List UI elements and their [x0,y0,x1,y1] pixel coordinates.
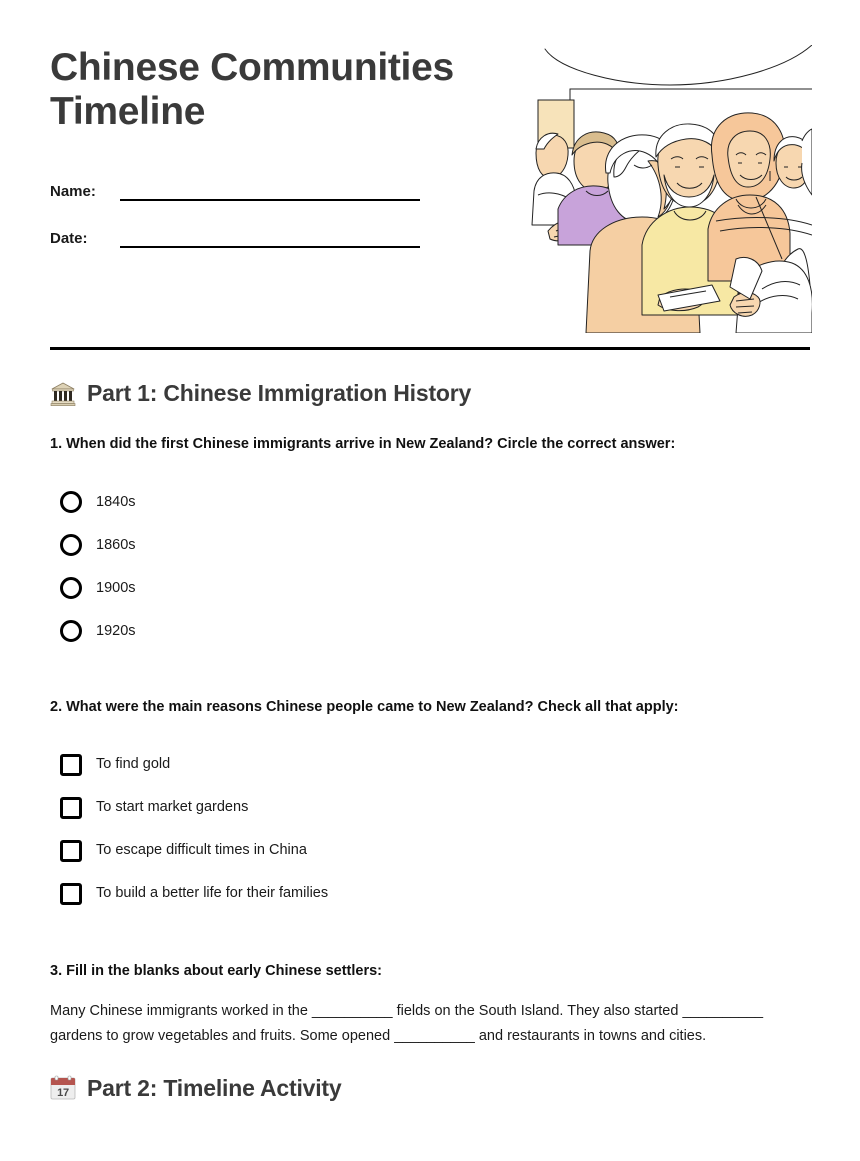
radio-circle-icon[interactable] [60,577,82,599]
checkbox-square-icon[interactable] [60,840,82,862]
radio-option-label: 1840s [96,493,136,510]
radio-option-label: 1920s [96,622,136,639]
calendar-icon [50,1075,76,1101]
name-input-line[interactable] [120,199,420,201]
radio-option-row[interactable] [50,610,812,653]
question-3-text: 3. Fill in the blanks about early Chinese settlers: [50,963,382,980]
checkbox-square-icon[interactable] [60,797,82,819]
checkbox-option-row[interactable] [50,786,812,829]
classical-building-icon [50,381,76,407]
question-1-text: 1. When did the first Chinese immigrants arrive in New Zealand? Circle the correct answer: [50,436,676,452]
checkbox-option-row[interactable] [50,872,812,915]
date-input-line[interactable] [120,246,420,248]
checkbox-option-label: To build a better life for their families [96,885,329,902]
radio-circle-icon[interactable] [60,491,82,513]
question-2-options [50,743,812,915]
part2-heading-label: Part 2: Timeline Activity [87,1074,342,1101]
worksheet-content [50,380,812,1102]
fill-in-the-blanks-paragraph[interactable]: Many Chinese immigrants worked in the __________ fields on the South Island. They also started __________ gardens to grow vegetables and fruits. Some opened __________ and restaurants in towns and cities. [50,1002,764,1044]
page-title: Chinese Communities Timeline [50,46,454,134]
name-field-label: Name: [50,182,96,200]
part1-heading-label: Part 1: Chinese Immigration History [87,380,472,406]
question-1-options [50,481,812,653]
calendar-day-number: 17 [57,1087,69,1100]
header-illustration [530,45,812,333]
checkbox-option-row[interactable] [50,743,812,786]
radio-circle-icon[interactable] [60,534,82,556]
radio-option-label: 1860s [96,536,136,553]
radio-option-row[interactable] [50,524,812,567]
radio-option-row[interactable] [50,481,812,524]
checkbox-square-icon[interactable] [60,883,82,905]
header-divider [50,347,810,350]
radio-circle-icon[interactable] [60,620,82,642]
checkbox-option-label: To escape difficult times in China [96,842,307,859]
checkbox-option-label: To find gold [96,756,171,773]
part2-heading [50,1075,812,1102]
question-2-text: 2. What were the main reasons Chinese people came to New Zealand? Check all that apply: [50,698,679,715]
checkbox-square-icon[interactable] [60,754,82,776]
checkbox-option-row[interactable] [50,829,812,872]
part1-heading [50,380,812,407]
radio-option-row[interactable] [50,567,812,610]
checkbox-option-label: To start market gardens [96,799,249,816]
radio-option-label: 1900s [96,579,136,596]
date-field-label: Date: [50,229,88,247]
